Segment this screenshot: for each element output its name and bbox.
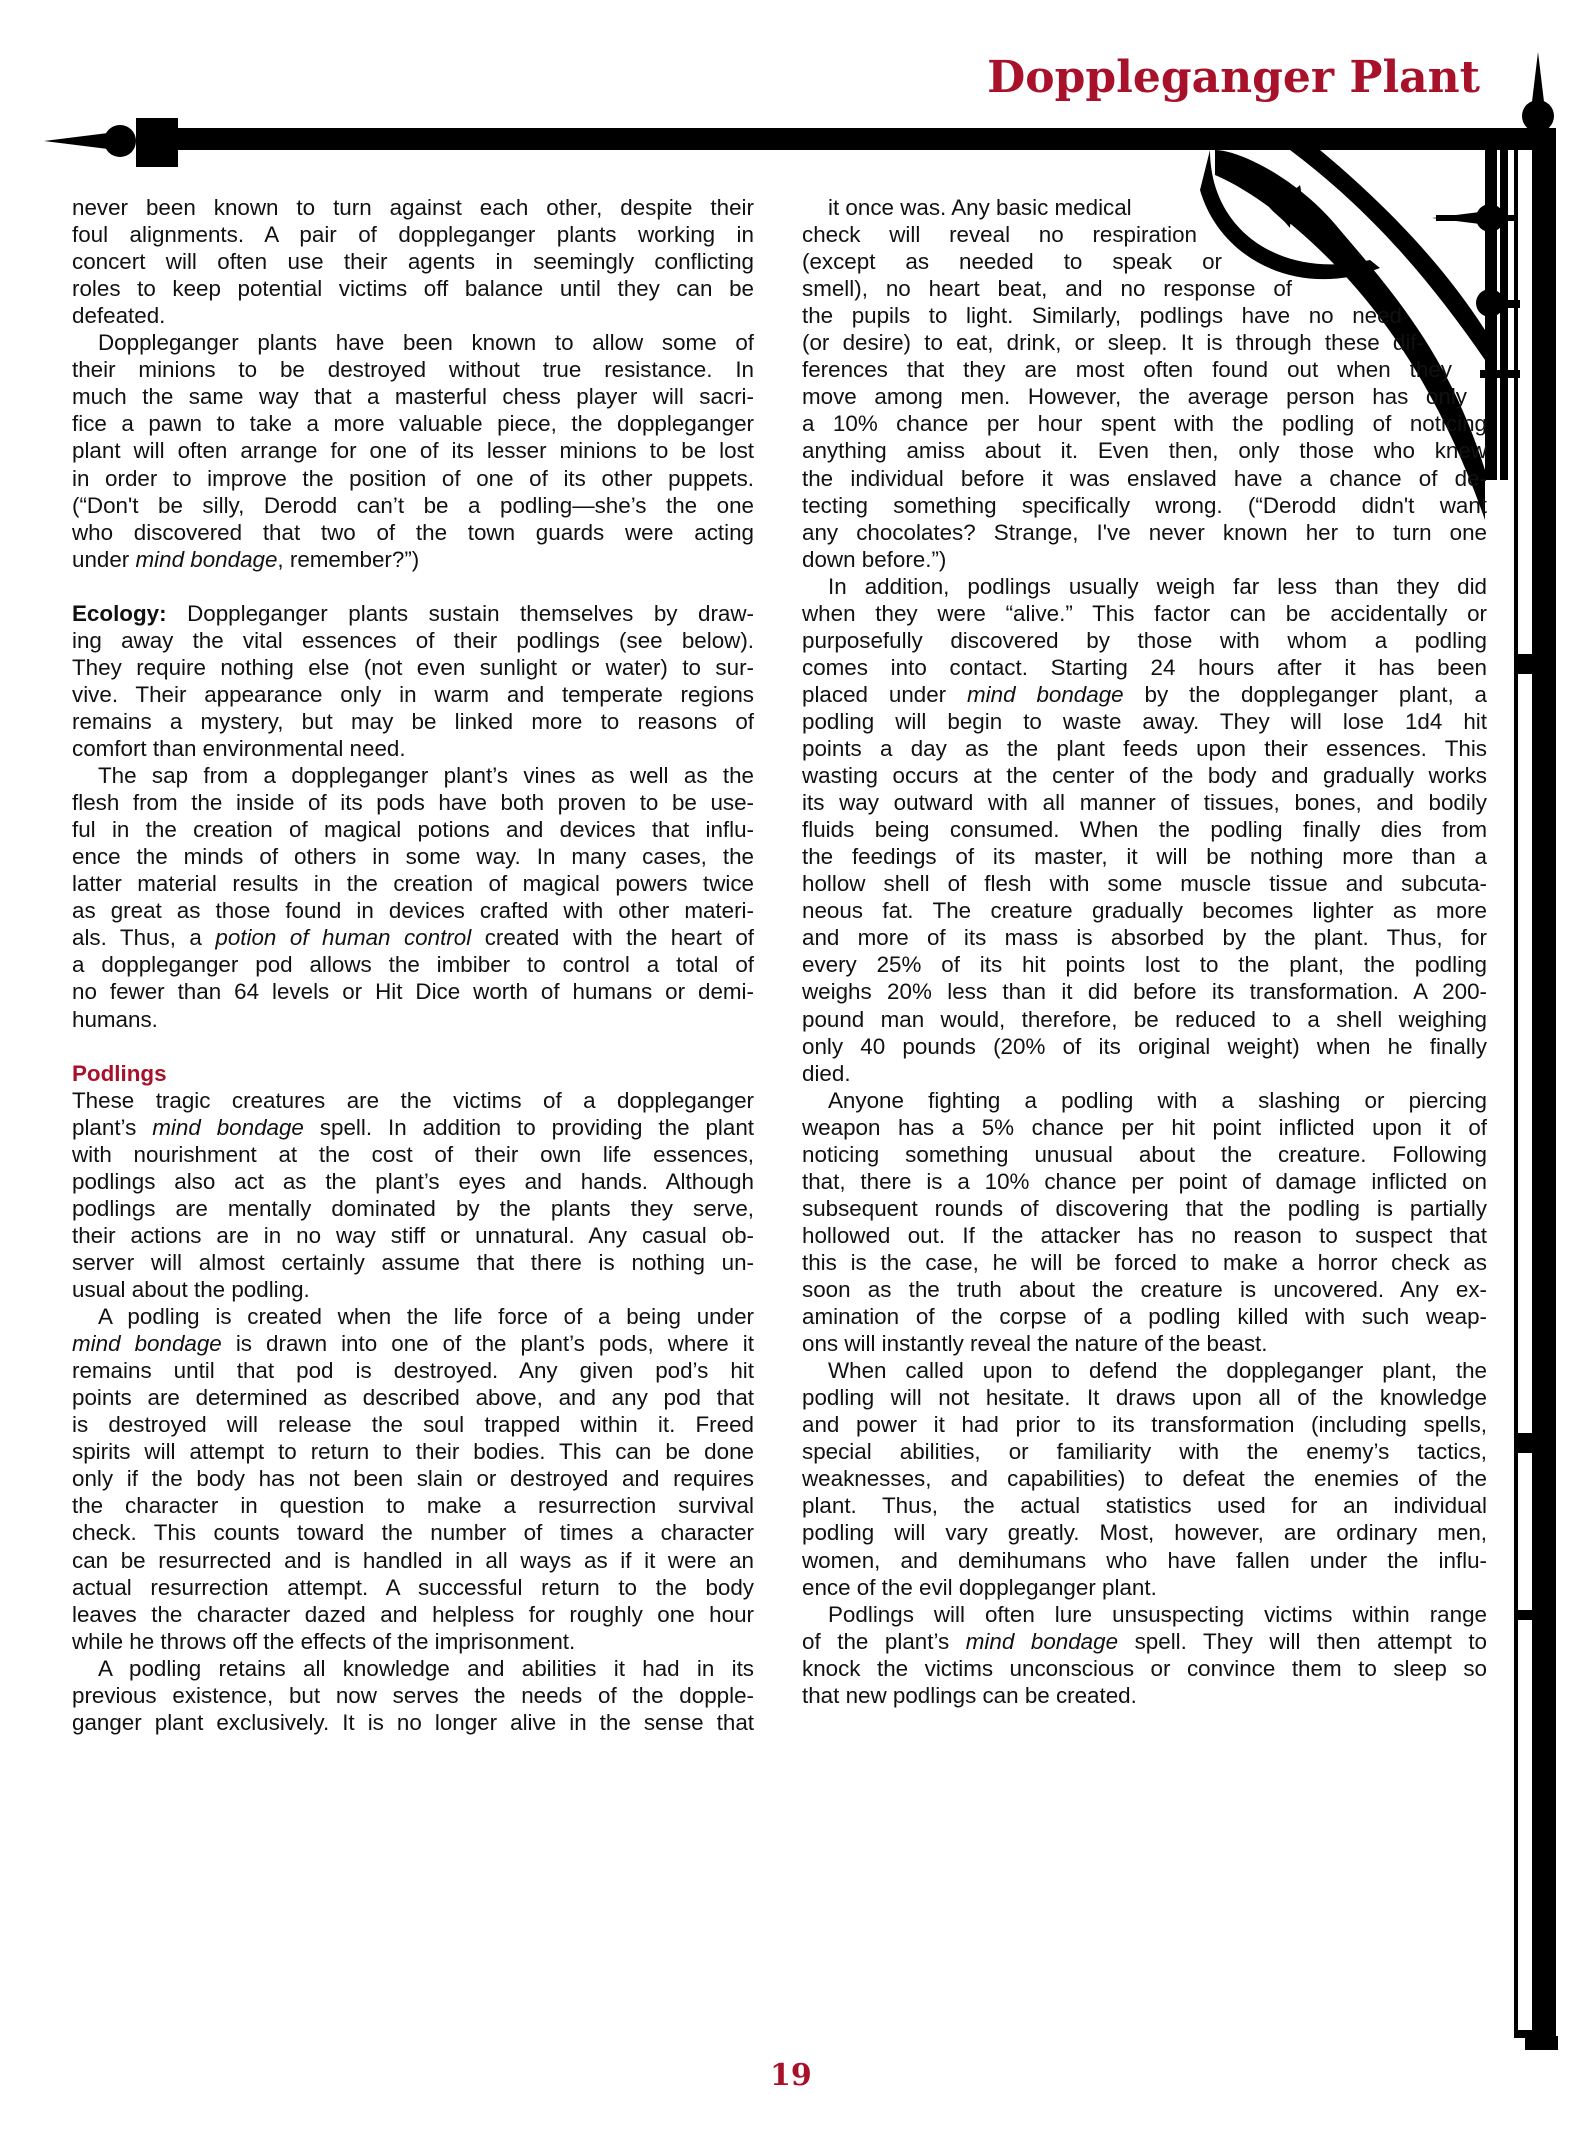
text-line: every 25% of its hit points lost to the plant, the podling	[802, 952, 1487, 978]
text-line: podling will not hesitate. It draws upon all of the knowledge	[802, 1385, 1487, 1411]
text-line: wasting occurs at the center of the body and gradually works	[802, 763, 1487, 789]
text-line: it once was. Any basic medical	[828, 195, 1132, 220]
text-line: subsequent rounds of discovering that the podling is partially	[802, 1195, 1487, 1221]
text-line: remains a mystery, but may be linked more to reasons of	[72, 708, 754, 734]
right-post-icon	[1514, 128, 1558, 2050]
text-line: defeated.	[72, 303, 166, 329]
text-line: comfort than environmental need.	[72, 736, 406, 761]
text-line: ganger plant exclusively. It is no longer alive in the sense that	[72, 1709, 754, 1735]
text-line: hollowed out. If the attacker has no reason to suspect that	[802, 1222, 1487, 1248]
text-line: who discovered that two of the town guards were acting	[72, 519, 754, 545]
text-line: their minions to be destroyed without true resistance. In	[72, 357, 754, 383]
text-line: ful in the creation of magical potions and devices that influ-	[72, 817, 754, 843]
text-line: and power it had prior to its transformation (including spells,	[802, 1412, 1487, 1438]
text-line: that new podlings can be created.	[802, 1682, 1137, 1708]
text-line: move among men. However, the average person has only	[802, 384, 1467, 410]
text-line: any chocolates? Strange, I've never known her to turn one	[802, 519, 1487, 545]
text-line: (“Don't be silly, Derodd can’t be a podling—she’s the one	[72, 492, 754, 518]
text-line: points a day as the plant feeds upon their essences. This	[802, 736, 1487, 761]
text-line: can be resurrected and is handled in all ways as if it were an	[72, 1547, 754, 1573]
text-line: the feedings of its master, it will be nothing more than a	[802, 844, 1487, 870]
text-line: as great as those found in devices crafted with other materi-	[72, 898, 754, 924]
text-line: down before.”)	[802, 546, 947, 572]
text-line: never been known to turn against each other, despite their	[72, 195, 754, 220]
text-line: its way outward with all manner of tissues, bones, and bodily	[802, 790, 1487, 816]
text-line: leaves the character dazed and helpless for roughly one hour	[72, 1601, 754, 1627]
page-title: Doppleganger Plant	[987, 52, 1480, 103]
text-line: plant. Thus, the actual statistics used for an individual	[802, 1493, 1487, 1519]
text-line: smell), no heart beat, and no response of	[802, 276, 1292, 302]
text-line: latter material results in the creation of magical powers twice	[72, 871, 754, 897]
text-line	[72, 573, 754, 600]
text-line: ons will instantly reveal the nature of the beast.	[802, 1331, 1268, 1357]
text-line: foul alignments. A pair of doppleganger plants working in	[72, 222, 754, 248]
text-line: died.	[802, 1060, 851, 1086]
text-line: In addition, podlings usually weigh far less than they did	[828, 573, 1487, 599]
text-line: vive. Their appearance only in warm and temperate regions	[72, 681, 754, 707]
text-line: (except as needed to speak or	[802, 249, 1222, 275]
text-line: They require nothing else (not even sunlight or water) to sur-	[72, 654, 754, 680]
text-line: These tragic creatures are the victims of a doppleganger	[72, 1087, 754, 1113]
text-line: spirits will attempt to return to their bodies. This can be done	[72, 1439, 754, 1465]
text-line: ence the minds of others in some way. In many cases, the	[72, 844, 754, 870]
text-line: roles to keep potential victims off balance until they can be	[72, 276, 754, 302]
text-line: fice a pawn to take a more valuable piece, the doppleganger	[72, 411, 754, 437]
text-line: comes into contact. Starting 24 hours after it has been	[802, 654, 1487, 680]
text-line: hollow shell of flesh with some muscle tissue and subcuta-	[802, 871, 1487, 897]
text-line: When called upon to defend the doppleganger plant, the	[828, 1358, 1487, 1384]
text-line: neous fat. The creature gradually becomes lighter as more	[802, 898, 1487, 924]
text-line: purposefully discovered by those with whom a podling	[802, 627, 1487, 653]
text-line: a 10% chance per hour spent with the podling of noticing	[802, 411, 1487, 437]
text-line: concert will often use their agents in seemingly conflicting	[72, 249, 754, 275]
text-line: in order to improve the position of one of its other puppets.	[72, 465, 754, 491]
text-line: knock the victims unconscious or convince them to sleep so	[802, 1655, 1487, 1681]
text-line: no fewer than 64 levels or Hit Dice worth of humans or demi-	[72, 979, 754, 1005]
text-line: mind bondage is drawn into one of the plant’s pods, where it	[72, 1331, 754, 1357]
text-line: podling will vary greatly. Most, however, are ordinary men,	[802, 1520, 1487, 1546]
text-line: check will reveal no respiration	[802, 222, 1197, 248]
text-line: (or desire) to eat, drink, or sleep. It is through these dif-	[802, 330, 1424, 356]
text-line: under mind bondage, remember?”)	[72, 546, 420, 572]
text-line: the pupils to light. Similarly, podlings have no need	[802, 303, 1402, 329]
text-line: anything amiss about it. Even then, only those who knew	[802, 438, 1487, 464]
text-line: their actions are in no way stiff or unnatural. Any casual ob-	[72, 1222, 754, 1248]
text-line: weaknesses, and capabilities) to defeat the enemies of the	[802, 1466, 1487, 1492]
text-line: placed under mind bondage by the doppleganger plant, a	[802, 681, 1488, 707]
spire-finial-icon	[1522, 52, 1554, 132]
text-line: weighs 20% less than it did before its transformation. A 200-	[802, 979, 1487, 1005]
text-line: while he throws off the effects of the imprisonment.	[72, 1628, 576, 1654]
text-line: only if the body has not been slain or destroyed and requires	[72, 1466, 754, 1492]
text-line: Podlings will often lure unsuspecting victims within range	[828, 1601, 1487, 1627]
text-line: previous existence, but now serves the needs of the dopple-	[72, 1682, 754, 1708]
text-line: Anyone fighting a podling with a slashing or piercing	[828, 1087, 1487, 1113]
text-line: this is the case, he will be forced to make a horror check as	[802, 1249, 1487, 1275]
text-line: Ecology: Doppleganger plants sustain themselves by draw-	[72, 600, 754, 626]
text-line: a doppleganger pod allows the imbiber to control a total of	[72, 952, 754, 978]
text-line: podling will begin to waste away. They will lose 1d4 hit	[802, 708, 1487, 734]
text-line: Doppleganger plants have been known to allow some of	[98, 330, 754, 356]
text-line: women, and demihumans who have fallen under the influ-	[802, 1547, 1487, 1573]
text-line: actual resurrection attempt. A successful return to the body	[72, 1574, 754, 1600]
text-line: A podling retains all knowledge and abilities it had in its	[98, 1655, 754, 1681]
text-line: humans.	[72, 1006, 158, 1032]
text-line: flesh from the inside of its pods have both proven to be use-	[72, 790, 754, 816]
text-line: check. This counts toward the number of times a character	[72, 1520, 754, 1546]
text-line: and more of its mass is absorbed by the plant. Thus, for	[802, 925, 1487, 951]
text-line: when they were “alive.” This factor can be accidentally or	[802, 600, 1487, 626]
text-line: amination of the corpse of a podling killed with such weap-	[802, 1304, 1487, 1330]
text-line: ence of the evil doppleganger plant.	[802, 1574, 1157, 1600]
text-line: plant’s mind bondage spell. In addition to providing the plant	[72, 1114, 754, 1140]
text-line: podlings are mentally dominated by the plants they serve,	[72, 1195, 754, 1221]
text-line: soon as the truth about the creature is uncovered. Any ex-	[802, 1277, 1487, 1302]
text-line: als. Thus, a potion of human control created with the heart of	[72, 925, 754, 951]
text-line: tecting something specifically wrong. (“Derodd didn't want	[802, 492, 1487, 518]
text-line: remains until that pod is destroyed. Any given pod’s hit	[72, 1358, 754, 1384]
text-line: pound man would, therefore, be reduced to a shell weighing	[802, 1006, 1487, 1032]
text-line: of the plant’s mind bondage spell. They will then attempt to	[802, 1628, 1488, 1654]
text-line: fluids being consumed. When the podling finally dies from	[802, 817, 1487, 843]
text-line: only 40 pounds (20% of its original weight) when he finally	[802, 1033, 1487, 1059]
text-line	[72, 1033, 754, 1060]
text-line: ing away the vital essences of their podlings (see below).	[72, 627, 754, 653]
text-line: weapon has a 5% chance per hit point inflicted upon it of	[802, 1114, 1487, 1140]
text-line: special abilities, or familiarity with the enemy’s tactics,	[802, 1439, 1487, 1465]
text-line: that, there is a 10% chance per point of damage inflicted on	[802, 1168, 1487, 1194]
page-number: 19	[770, 2058, 812, 2093]
text-line: ferences that they are most often found out when they	[802, 357, 1452, 383]
text-line: The sap from a doppleganger plant’s vines as well as the	[98, 763, 754, 789]
text-line: plant will often arrange for one of its lesser minions to be lost	[72, 438, 754, 464]
text-line: usual about the podling.	[72, 1277, 310, 1302]
text-line: the character in question to make a resurrection survival	[72, 1493, 754, 1519]
text-line: A podling is created when the life force of a being under	[98, 1304, 754, 1330]
text-line: is destroyed will release the soul trapped within it. Freed	[72, 1412, 754, 1438]
text-line: noticing something unusual about the creature. Following	[802, 1141, 1487, 1167]
text-line: the individual before it was enslaved have a chance of de-	[802, 465, 1487, 491]
text-line: points are determined as described above, and any pod that	[72, 1385, 754, 1411]
text-line: much the same way that a masterful chess player will sacri-	[72, 384, 754, 410]
text-line: server will almost certainly assume that there is nothing un-	[72, 1249, 754, 1275]
section-heading: Podlings	[72, 1060, 167, 1086]
text-line: podlings also act as the plant’s eyes and hands. Although	[72, 1168, 754, 1194]
text-line: with nourishment at the cost of their own life essences,	[72, 1141, 754, 1167]
